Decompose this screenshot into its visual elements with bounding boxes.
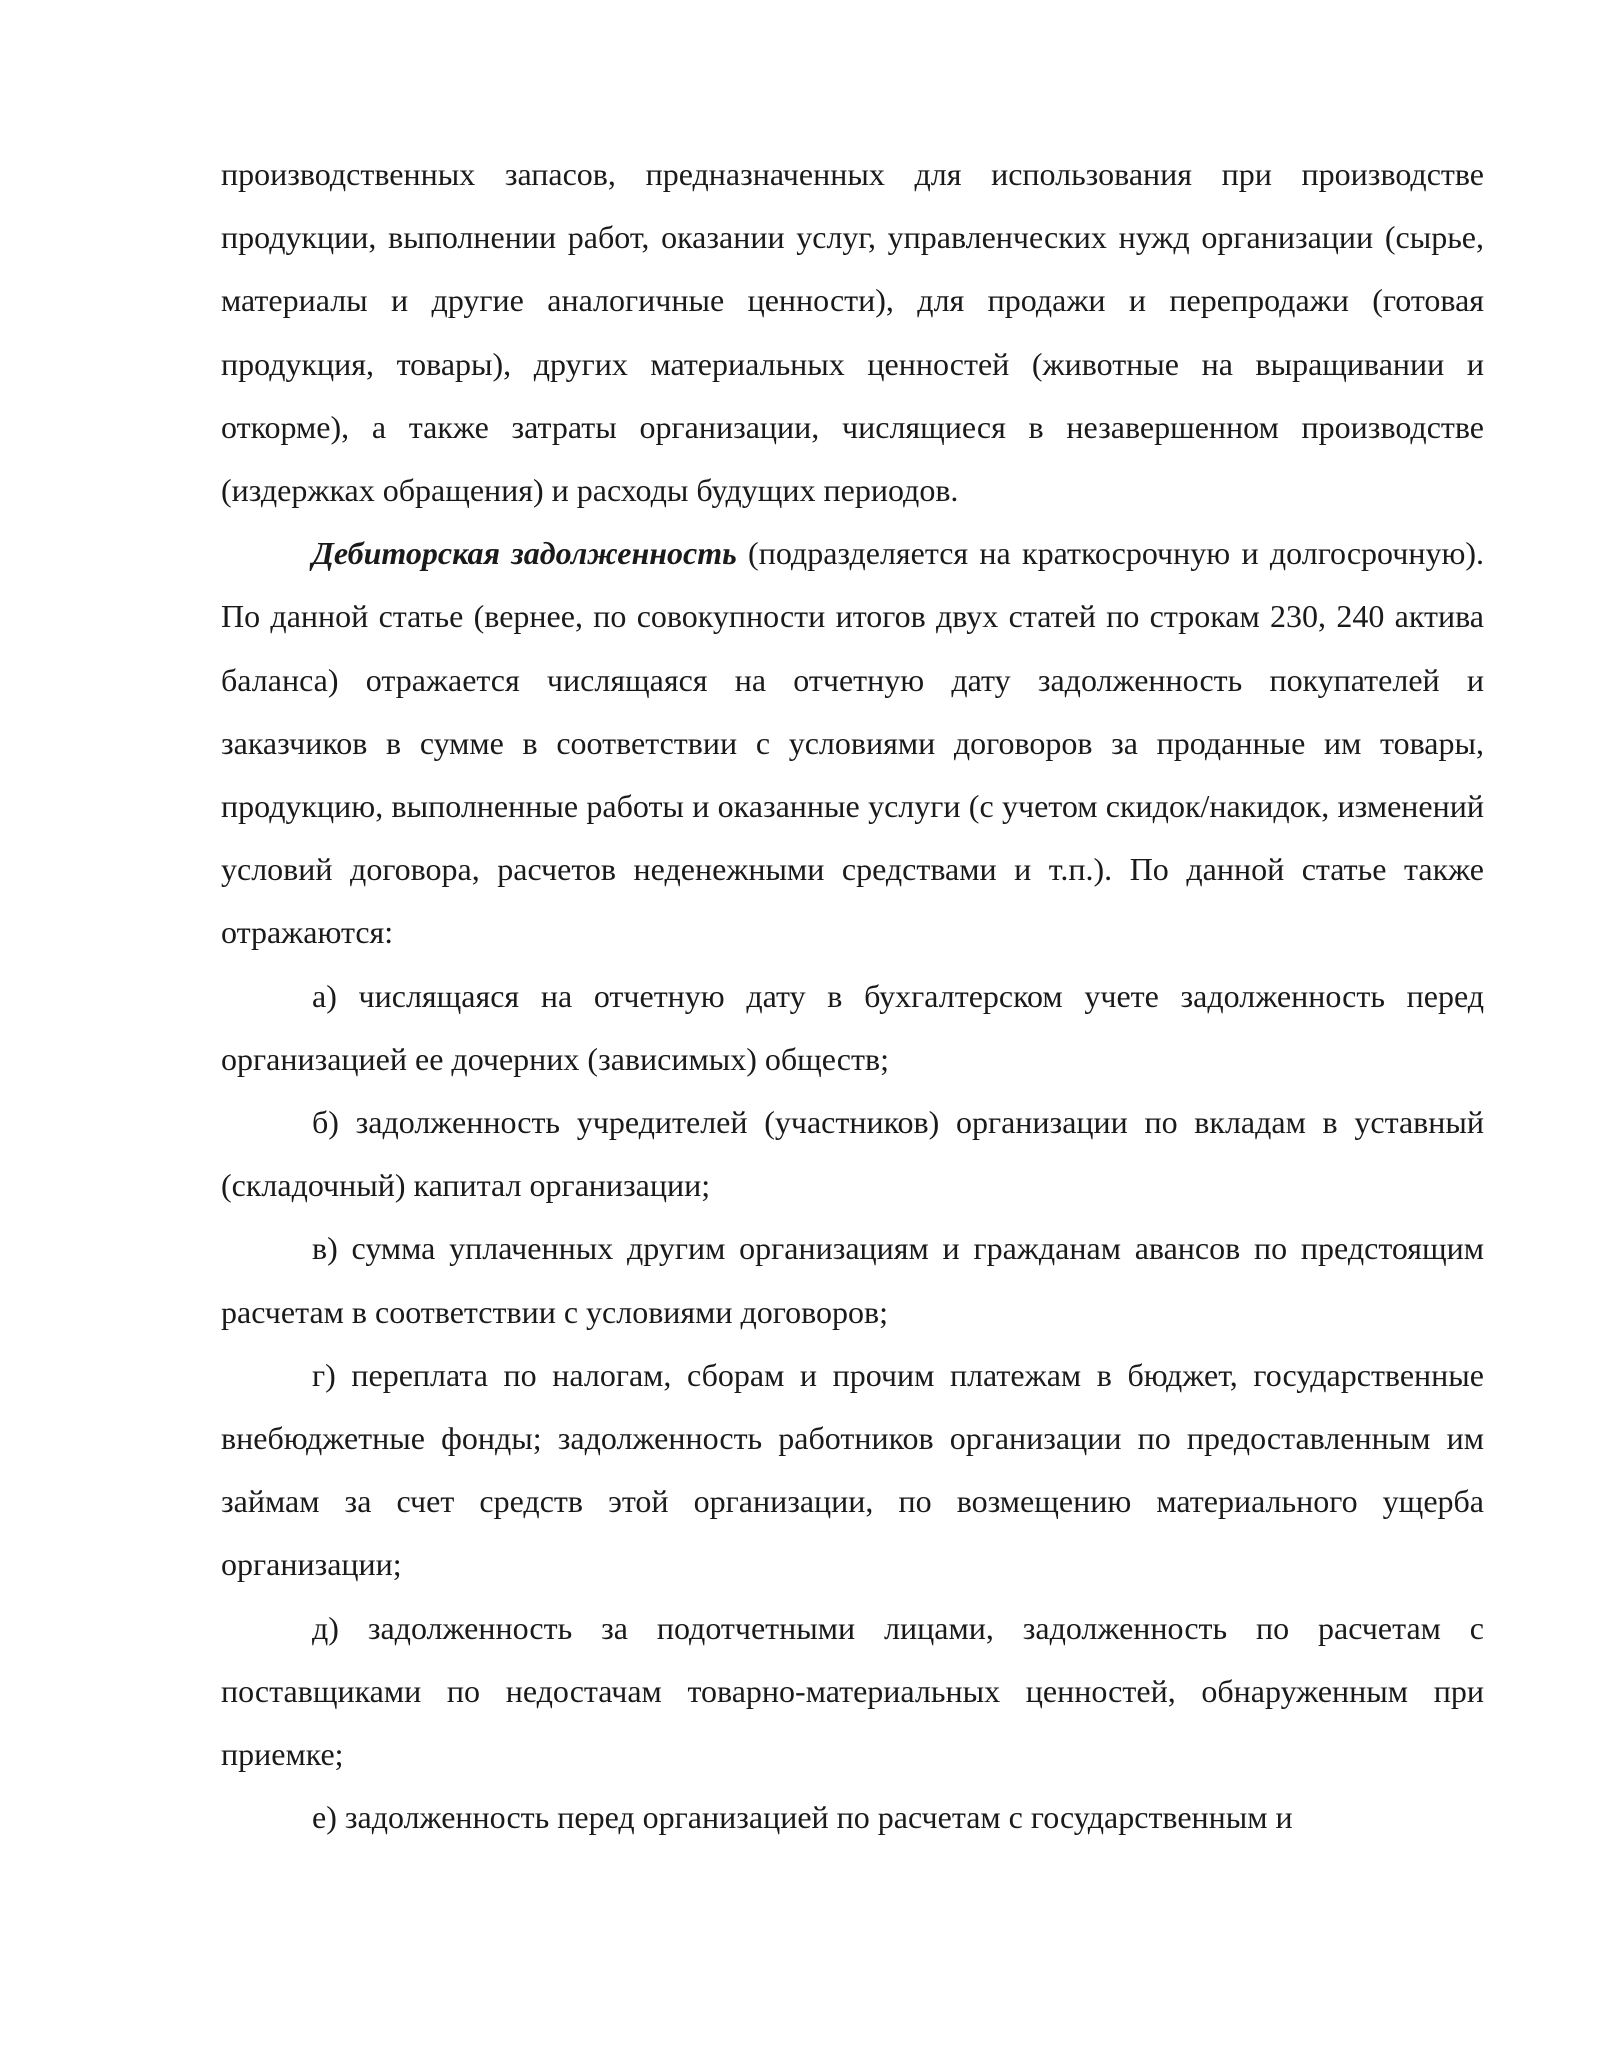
list-item-g: г) переплата по налогам, сборам и прочим платежам в бюджет, государственные внебюджетные фонды; задолженность работников организации по предоставленным им займам за счет средств этой организации, по возмещению материального ущерба организации; (221, 1356, 1484, 1583)
list-item-v: в) сумма уплаченных другим организациям и гражданам авансов по предстоящим расчетам в соответствии с условиями договоров; (221, 1230, 1484, 1330)
paragraph-inventories: производственных запасов, предназначенных для использования при производстве продукции, выполнении работ, оказании услуг, управленческих нужд организации (сырье, материалы и другие аналогичные ценности), для продажи и перепродажи (готовая продукция, товары), других материальных ценностей (животные на выращивании и откорме), а также затраты организации, числящиеся в незавершенном производстве (издержках обращения) и расходы будущих периодов. (221, 156, 1484, 509)
paragraph-receivables-text: (подразделяется на краткосрочную и долгосрочную). По данной статье (вернее, по совокупности итогов двух статей по строкам 230, 240 актива баланса) отражается числящаяся на отчетную дату задолженность покупателей и заказчиков в сумме в соответствии с условиями договоров за проданные им товары, продукцию, выполненные работы и оказанные услуги (с учетом скидок/накидок, изменений условий договора, расчетов неденежными средствами и т.п.). По данной статье также отражаются: (221, 535, 1485, 951)
list-item-a: а) числящаяся на отчетную дату в бухгалтерском учете задолженность перед организацией ее дочерних (зависимых) обществ; (221, 977, 1484, 1077)
paragraph-receivables (221, 522, 1484, 964)
term-receivables: Дебиторская задолженность (312, 535, 737, 572)
document-body (221, 143, 1484, 1849)
list-item-b: б) задолженность учредителей (участников) организации по вкладам в уставный (складочный) капитал организации; (221, 1104, 1484, 1204)
list-item-e: е) задолженность перед организацией по расчетам с государственным и (312, 1799, 1293, 1836)
list-item-d: д) задолженность за подотчетными лицами, задолженность по расчетам с поставщиками по недостачам товарно-материальных ценностей, обнаруженным при приемке; (221, 1609, 1484, 1773)
